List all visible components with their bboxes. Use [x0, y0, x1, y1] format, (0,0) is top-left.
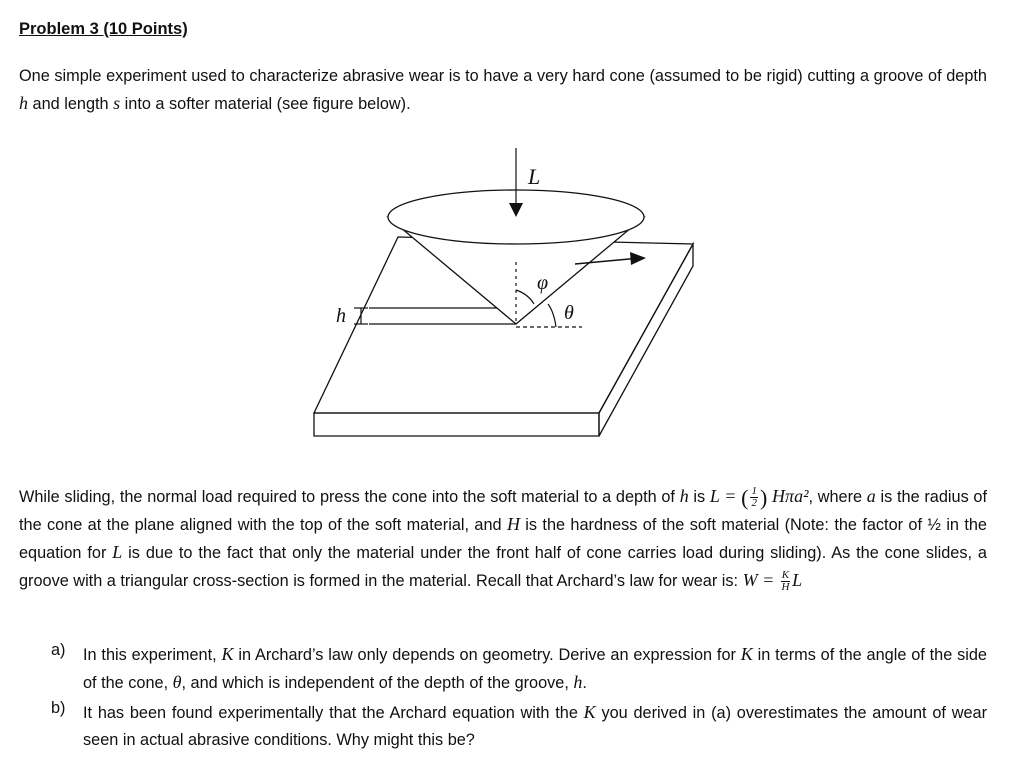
symbol-a: a	[866, 486, 876, 506]
symbol-h: h	[19, 93, 28, 113]
body-text-5: is the hardness of the soft material (Note: the factor of ½ in the equation for	[19, 516, 987, 563]
body-text-6: is due to the fact that only the material under the front half of cone carries load during sliding). As the cone slides, a groove with a triangular cross-section is formed in the material. Recall that Archard’s law for wear is:	[19, 544, 987, 591]
symbol-s: s	[113, 93, 121, 113]
label-L: L	[528, 164, 541, 189]
intro-text-a: One simple experiment used to characterize abrasive wear is to have a very hard cone (assumed to be rigid) cutting a groove of depth	[19, 67, 987, 85]
load-equation-lhs: L =	[709, 486, 742, 506]
question-a-label: a)	[51, 641, 66, 659]
plate-front-face	[314, 413, 599, 436]
intro-text-b: and length	[28, 95, 114, 113]
direction-arrow-head	[630, 252, 646, 265]
label-h: h	[336, 305, 346, 327]
plate-side-face	[599, 244, 693, 436]
body-text-3: , where	[808, 488, 867, 506]
symbol-L: L	[112, 542, 123, 563]
problem-title: Problem 3 (10 Points)	[19, 20, 188, 38]
half-fraction: $\frac{1}{2}$	[751, 485, 757, 510]
label-phi: φ	[537, 272, 549, 294]
body-text-1: While sliding, the normal load required to press the cone into the soft material to a depth of	[19, 488, 680, 506]
archard-equation-lhs: W =	[742, 570, 779, 591]
symbol-h: h	[679, 486, 689, 506]
body-text-4: is the radius of the cone at the plane aligned with the top of the soft material, and	[19, 488, 988, 535]
body-paragraph: While sliding, the normal load required to press the cone into the soft material to a depth of h is L = ( $\frac{1}{2}$ ) Hπa², where a is the radius of the cone at the plane aligned with the top of the soft material, and H is the hardness of the soft material (Note: the factor of ½ in the equation for L is due to the fact that only the material under the front half of cone carries load during sliding). As the cone slides, a groove with a triangular cross-section is formed in the material. Recall that Archard’s law for wear is: W = $\frac{K}{H}$ L	[19, 485, 988, 594]
load-equation-rhs: Hπa²	[772, 486, 809, 506]
theta-angle-arc	[548, 304, 556, 327]
question-b-label: b)	[51, 699, 66, 717]
k-over-h-fraction: $\frac{K}{H}$	[781, 569, 790, 594]
label-theta: θ	[564, 302, 574, 324]
archard-equation-L: L	[792, 570, 803, 591]
symbol-H: H	[506, 514, 520, 535]
intro-text-c: into a softer material (see figure below).	[120, 95, 411, 113]
body-text-2: is	[688, 488, 710, 506]
